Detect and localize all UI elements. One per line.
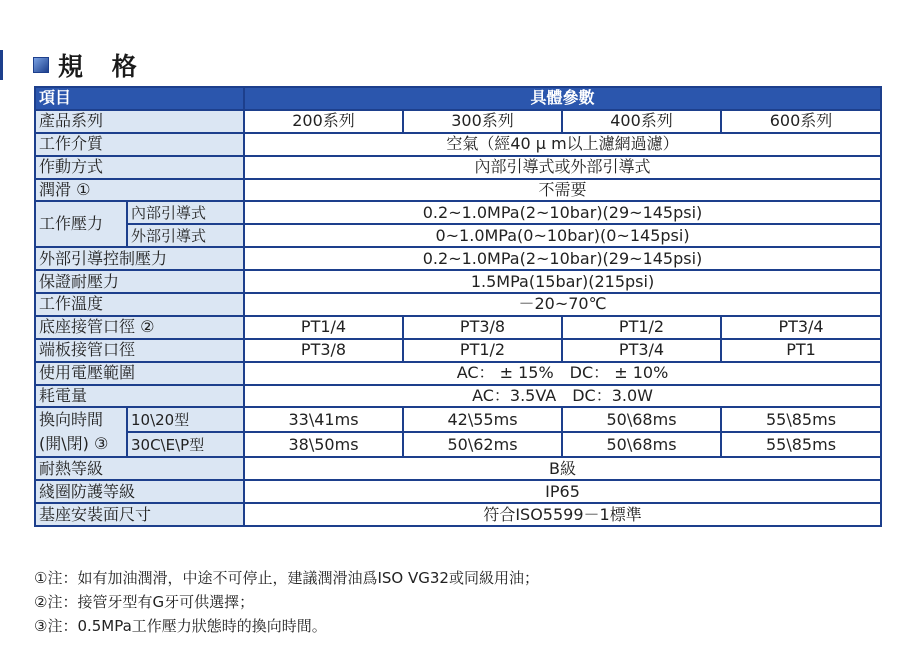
table-row — [35, 201, 881, 224]
cell: PT3/8 — [403, 316, 562, 339]
cell: PT1 — [721, 339, 881, 362]
row-label: 潤滑 ① — [35, 179, 244, 202]
table-row — [35, 133, 881, 156]
footnote: ②注：接管牙型有G牙可供選擇； — [34, 593, 255, 611]
series-200: 200系列 — [244, 110, 403, 133]
row-label: 工作壓力 — [35, 201, 127, 247]
row-value: 0~1.0MPa(0~10bar)(0~145psi) — [244, 224, 881, 247]
row-value: AC：3.5VA DC：3.0W — [244, 385, 881, 408]
footnote: ③注：0.5MPa工作壓力狀態時的換向時間。 — [34, 617, 327, 635]
row-label: 外部引導控制壓力 — [35, 247, 244, 270]
row-label: 工作介質 — [35, 133, 244, 156]
sub-label: 內部引導式 — [127, 201, 244, 224]
row-label: 綫圈防護等級 — [35, 480, 244, 503]
row-label: 端板接管口徑 — [35, 339, 244, 362]
row-value: IP65 — [244, 480, 881, 503]
row-label: 使用電壓範圍 — [35, 362, 244, 385]
spec-table — [34, 86, 882, 527]
response-label-line1: 換向時間 — [39, 410, 104, 430]
row-value: AC： ± 15% DC： ± 10% — [244, 362, 881, 385]
footnote: ①注：如有加油潤滑，中途不可停止，建議潤滑油爲ISO VG32或同級用油； — [34, 569, 539, 587]
sub-label: 外部引導式 — [127, 224, 244, 247]
row-value: 0.2~1.0MPa(2~10bar)(29~145psi) — [244, 201, 881, 224]
row-label — [35, 407, 127, 457]
header-item: 項目 — [35, 87, 244, 110]
cell: PT3/8 — [244, 339, 403, 362]
row-value: 內部引導式或外部引導式 — [244, 156, 881, 179]
cell: 50\68ms — [562, 407, 721, 432]
series-600: 600系列 — [721, 110, 881, 133]
table-row — [35, 247, 881, 270]
row-label: 基座安裝面尺寸 — [35, 503, 244, 526]
row-value: 0.2~1.0MPa(2~10bar)(29~145psi) — [244, 247, 881, 270]
response-label-line2: (開\閉) ③ — [39, 434, 109, 454]
row-label: 底座接管口徑 ② — [35, 316, 244, 339]
row-label: 作動方式 — [35, 156, 244, 179]
row-label: 耗電量 — [35, 385, 244, 408]
heading-accent-bar — [0, 50, 3, 80]
square-bullet-icon — [33, 57, 49, 73]
series-400: 400系列 — [562, 110, 721, 133]
section-heading — [33, 50, 147, 80]
cell: PT3/4 — [721, 316, 881, 339]
table-row — [35, 224, 881, 247]
cell: PT3/4 — [562, 339, 721, 362]
table-row — [35, 156, 881, 179]
cell: PT1/2 — [562, 316, 721, 339]
header-params: 具體參數 — [244, 87, 881, 110]
table-row — [35, 339, 881, 362]
section-title: 規 格 — [58, 52, 147, 81]
row-value: 空氣（經40 μ m以上濾網過濾） — [244, 133, 881, 156]
row-label: 產品系列 — [35, 110, 244, 133]
row-value: 1.5MPa(15bar)(215psi) — [244, 270, 881, 293]
sub-label: 10\20型 — [127, 407, 244, 432]
table-row — [35, 362, 881, 385]
row-label: 耐熱等級 — [35, 457, 244, 480]
row-value: －20~70℃ — [244, 293, 881, 316]
series-300: 300系列 — [403, 110, 562, 133]
table-row — [35, 110, 881, 133]
sub-label: 30C\E\P型 — [127, 432, 244, 457]
cell: PT1/4 — [244, 316, 403, 339]
table-row — [35, 457, 881, 480]
table-row — [35, 270, 881, 293]
row-value: 符合ISO5599－1標準 — [244, 503, 881, 526]
cell: 50\62ms — [403, 432, 562, 457]
cell: 55\85ms — [721, 432, 881, 457]
table-row — [35, 293, 881, 316]
cell: 42\55ms — [403, 407, 562, 432]
footnotes — [34, 566, 539, 638]
cell: 50\68ms — [562, 432, 721, 457]
table-row — [35, 316, 881, 339]
row-value: 不需要 — [244, 179, 881, 202]
row-value: B級 — [244, 457, 881, 480]
table-header-row — [35, 87, 881, 110]
table-row — [35, 179, 881, 202]
row-label: 工作溫度 — [35, 293, 244, 316]
table-row — [35, 385, 881, 408]
cell: 55\85ms — [721, 407, 881, 432]
table-row — [35, 503, 881, 526]
cell: 33\41ms — [244, 407, 403, 432]
cell: PT1/2 — [403, 339, 562, 362]
table-row — [35, 407, 881, 432]
table-row — [35, 432, 881, 457]
table-row — [35, 480, 881, 503]
row-label: 保證耐壓力 — [35, 270, 244, 293]
cell: 38\50ms — [244, 432, 403, 457]
